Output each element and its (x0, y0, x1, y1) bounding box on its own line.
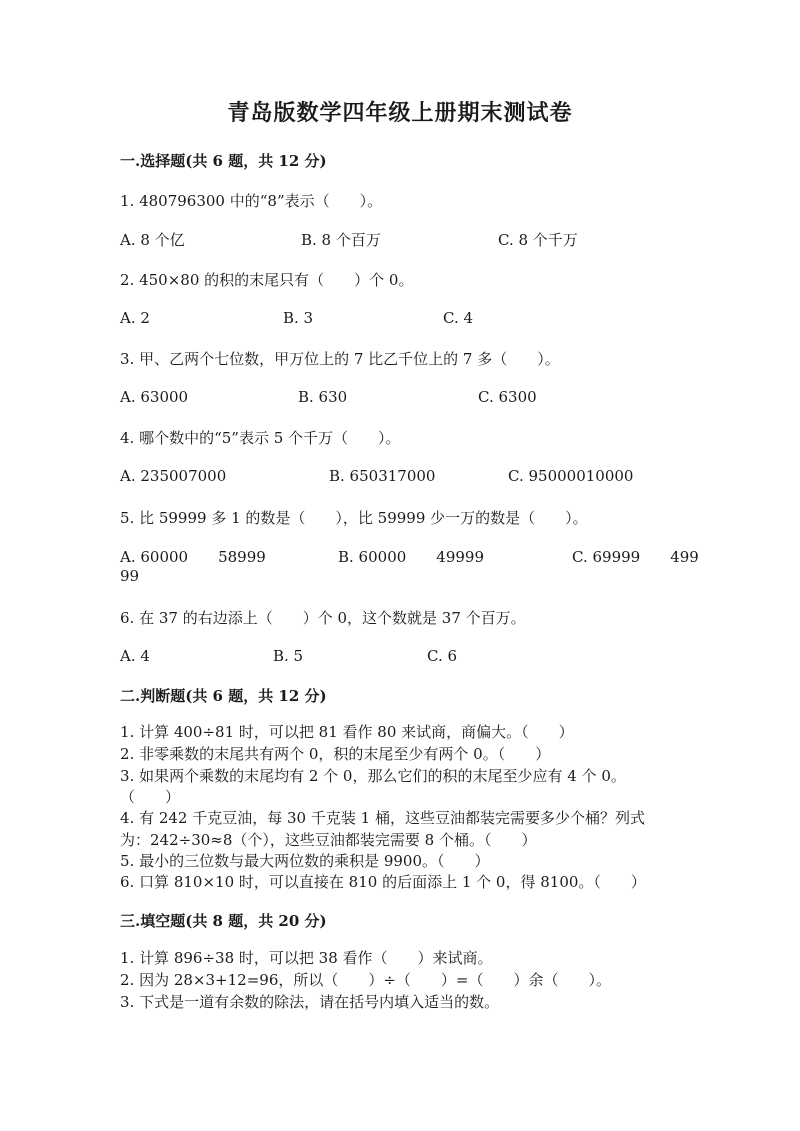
option-b: B. 650317000 (329, 467, 436, 485)
judge-line: 3. 如果两个乘数的末尾均有 2 个 0，那么它们的积的末尾至少应有 4 个 0。 (120, 767, 626, 785)
option-a: A. 235007000 (120, 467, 227, 485)
page-title: 青岛版数学四年级上册期末测试卷 (227, 100, 573, 126)
judge-line: 4. 有 242 千克豆油，每 30 千克装 1 桶，这些豆油都装完需要多少个桶？列式 (120, 809, 645, 827)
option-b: B. 8 个百万 (301, 231, 381, 249)
option-a: A. 8 个亿 (120, 231, 185, 249)
judge-line: 1. 计算 400÷81 时，可以把 81 看作 80 来试商，商偏大。（ ） (120, 723, 574, 741)
option-c-wrap: 99 (120, 567, 140, 585)
judge-line: 为：242÷30≈8（个），这些豆油都装完需要 8 个桶。（ ） (120, 831, 537, 849)
option-a: A. 60000 58999 (120, 548, 266, 566)
question-stem: 5. 比 59999 多 1 的数是（ ），比 59999 少一万的数是（ ）。 (120, 509, 588, 527)
section-header-choice: 一.选择题(共 6 题，共 12 分) (120, 152, 327, 170)
fill-line: 3. 下式是一道有余数的除法，请在括号内填入适当的数。 (120, 993, 500, 1011)
question-stem: 1. 480796300 中的“8”表示（ ）。 (120, 192, 383, 210)
judge-line: 5. 最小的三位数与最大两位数的乘积是 9900。（ ） (120, 852, 490, 870)
fill-line: 1. 计算 896÷38 时，可以把 38 看作（ ）来试商。 (120, 949, 493, 967)
judge-line: 2. 非零乘数的末尾共有两个 0，积的末尾至少有两个 0。（ ） (120, 745, 551, 763)
fill-line: 2. 因为 28×3+12=96，所以（ ）÷（ ）=（ ）余（ ）。 (120, 971, 611, 989)
option-a: A. 4 (120, 647, 150, 665)
option-b: B. 5 (273, 647, 304, 665)
question-stem: 6. 在 37 的右边添上（ ）个 0，这个数就是 37 个百万。 (120, 609, 526, 627)
option-b: B. 60000 49999 (338, 548, 484, 566)
option-c: C. 95000010000 (508, 467, 634, 485)
section-header-judge: 二.判断题(共 6 题，共 12 分) (120, 687, 327, 705)
question-stem: 2. 450×80 的积的末尾只有（ ）个 0。 (120, 271, 414, 289)
option-c: C. 8 个千万 (498, 231, 578, 249)
question-stem: 4. 哪个数中的“5”表示 5 个千万（ ）。 (120, 429, 401, 447)
section-header-fill: 三.填空题(共 8 题，共 20 分) (120, 912, 327, 930)
judge-line: 6. 口算 810×10 时，可以直接在 810 的后面添上 1 个 0，得 8100。（ ） (120, 873, 646, 891)
option-a: A. 2 (120, 309, 150, 327)
option-c: C. 6300 (478, 388, 537, 406)
option-c: C. 4 (443, 309, 474, 327)
question-stem: 3. 甲、乙两个七位数，甲万位上的 7 比乙千位上的 7 多（ ）。 (120, 350, 560, 368)
option-a: A. 63000 (120, 388, 189, 406)
option-c: C. 69999 499 (572, 548, 699, 566)
judge-line: （ ） (120, 788, 181, 806)
option-b: B. 3 (283, 309, 314, 327)
option-c: C. 6 (427, 647, 458, 665)
option-b: B. 630 (298, 388, 348, 406)
